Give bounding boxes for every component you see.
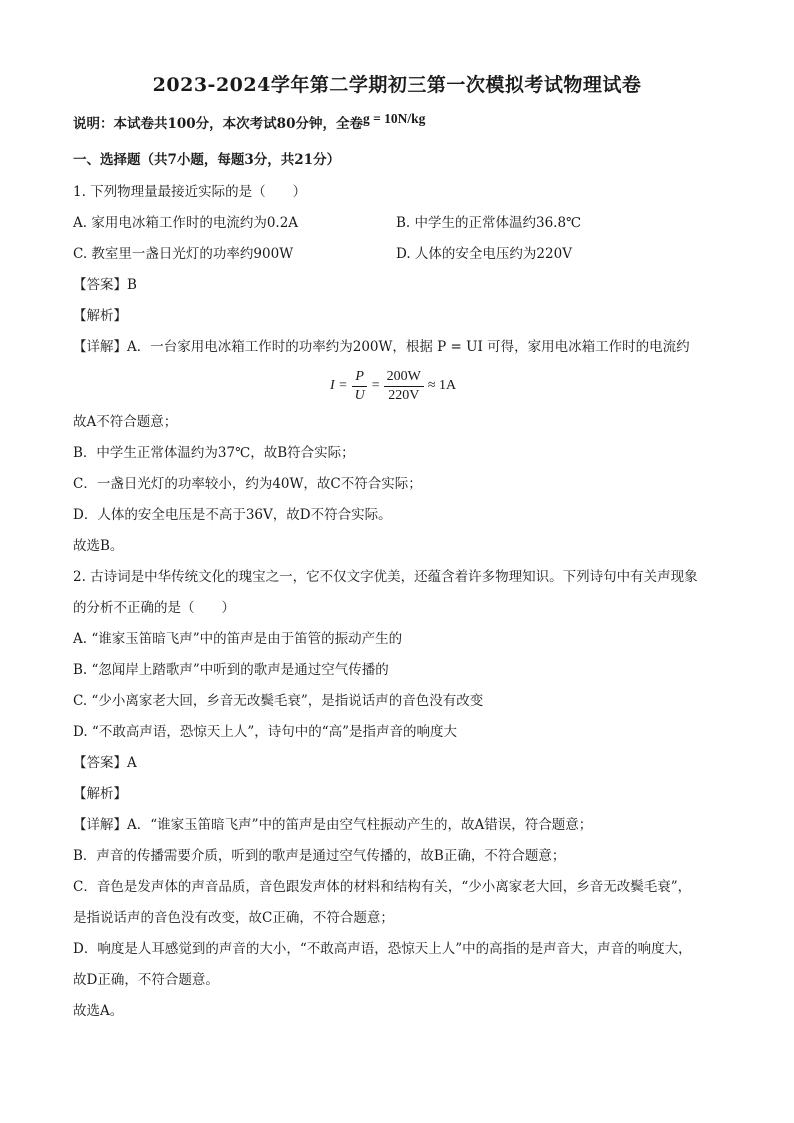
- formula-lhs: I =: [330, 378, 348, 393]
- q1-explain-3: C．一盏日光灯的功率较小，约为40W，故C不符合实际；: [73, 476, 422, 492]
- formula-result: ≈ 1A: [427, 378, 457, 393]
- q2-explain-2: B．声音的传播需要介质，听到的歌声是通过空气传播的，故B正确，不符合题意；: [73, 848, 566, 864]
- q2-stem-1: 2. 古诗词是中华传统文化的瑰宝之一，它不仅文字优美，还蕴含着许多物理知识。下列诗句中有关声现象: [73, 569, 698, 585]
- q2-explain-5: D．响度是人耳感觉到的声音的大小，“不敢高声语，恐惊天上人”中的高指的是声音大，声音的响度大，: [73, 941, 692, 957]
- q1-explain-4: D．人体的安全电压是不高于36V，故D不符合实际。: [73, 507, 392, 523]
- formula-p: P: [352, 368, 367, 387]
- q1-answer: 【答案】B: [73, 277, 137, 293]
- q2-option-d: D. “不敢高声语，恐惊天上人”，诗句中的“高”是指声音的响度大: [73, 724, 458, 740]
- q2-option-c: C. “少小离家老大回，乡音无改鬓毛衰”，是指说话声的音色没有改变: [73, 693, 484, 709]
- q2-explain-1: 【详解】A．“谁家玉笛暗飞声”中的笛声是由空气柱振动产生的，故A错误，符合题意；: [73, 817, 593, 833]
- q2-stem-2: 的分析不正确的是（ ）: [73, 600, 235, 616]
- formula-u: U: [354, 387, 365, 403]
- q1-analysis: 【解析】: [73, 308, 127, 324]
- formula-denominator: 220V: [388, 387, 420, 403]
- exam-note-text: 说明：本试卷共100分，本次考试80分钟，全卷: [73, 116, 363, 132]
- q1-explain-1: 故A不符合题意；: [73, 414, 178, 430]
- q1-option-a: A. 家用电冰箱工作时的电流约为0.2A: [73, 215, 299, 231]
- formula-equals: =: [371, 378, 380, 393]
- q2-explain-6: 故D正确，不符合题意。: [73, 972, 219, 988]
- q1-option-d: D. 人体的安全电压约为220V: [396, 246, 572, 262]
- formula-fraction-values: [384, 368, 424, 405]
- gravity-constant: g = 10N/kg: [362, 111, 426, 126]
- q2-option-a: A. “谁家玉笛暗飞声”中的笛声是由于笛管的振动产生的: [73, 631, 403, 647]
- exam-note: [73, 111, 426, 134]
- formula-numerator: 200W: [384, 368, 424, 387]
- q2-explain-4: 是指说话声的音色没有改变，故C正确，不符合题意；: [73, 910, 394, 926]
- formula-fraction-pu: [352, 368, 368, 405]
- q1-explain-2: B．中学生正常体温约为37℃，故B符合实际；: [73, 445, 355, 461]
- q1-detail: 【详解】A．一台家用电冰箱工作时的功率约为200W，根据 P = UI 可得，家用电冰箱工作时的电流约: [73, 339, 690, 355]
- q1-option-c: C. 教室里一盏日光灯的功率约900W: [73, 246, 294, 262]
- q2-explain-3: C．音色是发声体的声音品质，音色跟发声体的材料和结构有关，“少小离家老大回，乡音无改鬓毛衰”，: [73, 879, 692, 895]
- q1-option-b: B. 中学生的正常体温约36.8℃: [396, 215, 582, 231]
- q2-answer: 【答案】A: [73, 755, 137, 771]
- section-heading: 一、选择题（共7小题，每题3分，共21分）: [73, 152, 341, 168]
- q2-conclusion: 故选A。: [73, 1003, 124, 1019]
- q1-conclusion: 故选B。: [73, 538, 124, 554]
- q2-option-b: B. “忽闻岸上踏歌声”中听到的歌声是通过空气传播的: [73, 662, 389, 678]
- q1-stem: 1. 下列物理量最接近实际的是（ ）: [73, 184, 307, 200]
- q2-analysis: 【解析】: [73, 786, 127, 802]
- q1-formula: [330, 363, 456, 409]
- exam-title: 2023-2024学年第二学期初三第一次模拟考试物理试卷: [152, 74, 642, 96]
